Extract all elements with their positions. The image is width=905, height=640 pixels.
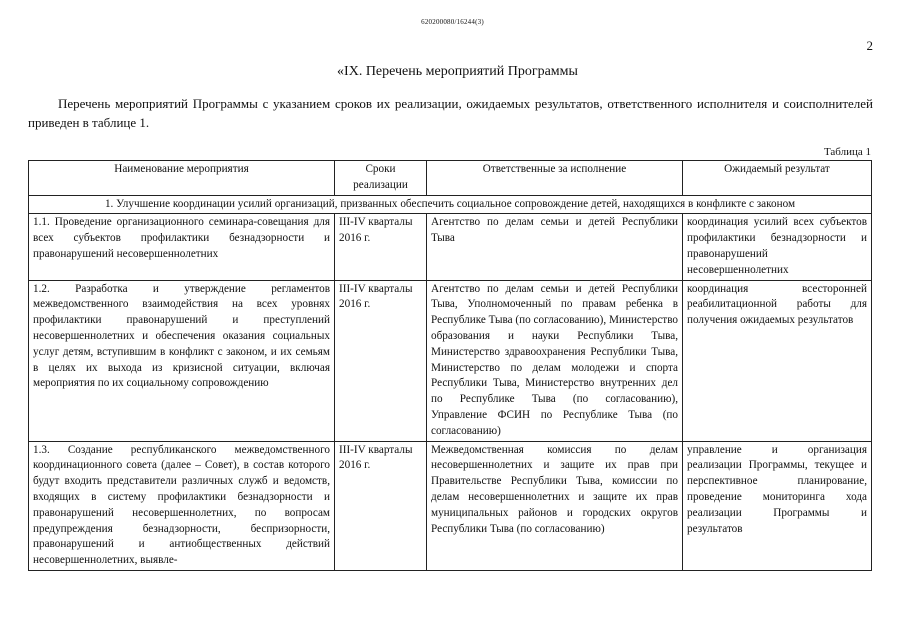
table-caption: Таблица 1 <box>823 146 871 158</box>
activity-name: 1.1. Проведение организационного семинара-совещания для всех субъектов профилактики безнадзорности и правонарушений несовершеннолетних <box>29 214 335 280</box>
activity-responsible: Агентство по делам семьи и детей Республики Тыва, Уполномоченный по правам ребенка в Республике Тыва (по согласованию), Министерство образования и науки Республики Тыва, Министерство здравоохранения Республики Тыва, Министерство по делам молодежи и спорта Республики Тыва, Министерство внутренних дел по Республике Тыва (по согласованию), Управление ФСИН по Республике Тыва (по согласованию) <box>427 280 683 441</box>
header-result: Ожидаемый результат <box>683 161 872 196</box>
activity-term: III-IV кварталы 2016 г. <box>335 280 427 441</box>
table-section-row <box>29 195 872 214</box>
intro-paragraph: Перечень мероприятий Программы с указанием сроков их реализации, ожидаемых результатов, ответственного исполнителя и соисполнителей приведен в таблице 1. <box>28 96 873 130</box>
activity-term: III-IV кварталы 2016 г. <box>335 441 427 570</box>
header-term: Сроки реализации <box>335 161 427 196</box>
section-heading: 1. Улучшение координации усилий организаций, призванных обеспечить социальное сопровождение детей, находящихся в конфликте с законом <box>29 195 872 214</box>
document-code: 620200080/16244(3) <box>421 18 484 26</box>
header-activity: Наименование мероприятия <box>29 161 335 196</box>
table-row <box>29 441 872 570</box>
activity-result: координация всесторонней реабилитационной работы для получения ожидаемых результатов <box>683 280 872 441</box>
header-responsible: Ответственные за исполнение <box>427 161 683 196</box>
activity-name: 1.3. Создание республиканского межведомственного координационного совета (далее – Совет), в состав которого будут входить представители различных служб и ведомств, входящих в систему профилактики безнадзорности и правонарушений несовершеннолетних, по вопросам предупреждения безнадзорности, беспризорности, правонарушений и антиобщественных действий несовершеннолетних, выявле- <box>29 441 335 570</box>
page-number: 2 <box>866 38 873 53</box>
table-row <box>29 280 872 441</box>
table-row <box>29 214 872 280</box>
activity-term: III-IV кварталы 2016 г. <box>335 214 427 280</box>
activity-responsible: Межведомственная комиссия по делам несовершеннолетних и защите их прав при Правительстве Республики Тыва, комиссии по делам несовершеннолетних и защите их прав муниципальных районов и городских округов Республики Тыва (по согласованию) <box>427 441 683 570</box>
activities-table <box>28 160 872 571</box>
activity-result: координация усилий всех субъектов профилактики безнадзорности и правонарушений несовершеннолетних <box>683 214 872 280</box>
section-title: «IX. Перечень мероприятий Программы <box>337 64 578 79</box>
activity-result: управление и организация реализации Программы, текущее и перспективное планирование, проведение мониторинга хода реализации Программы и результатов <box>683 441 872 570</box>
activity-responsible: Агентство по делам семьи и детей Республики Тыва <box>427 214 683 280</box>
activity-name: 1.2. Разработка и утверждение регламентов межведомственного взаимодействия на всех уровнях профилактики правонарушений и преступлений несовершеннолетних и обеспечения оказания социальных услуг детям, вступившим в конфликт с законом, и их семьям в целях их выхода из кризисной ситуации, включая мероприятия по их социальному сопровождению <box>29 280 335 441</box>
table-header-row <box>29 161 872 196</box>
